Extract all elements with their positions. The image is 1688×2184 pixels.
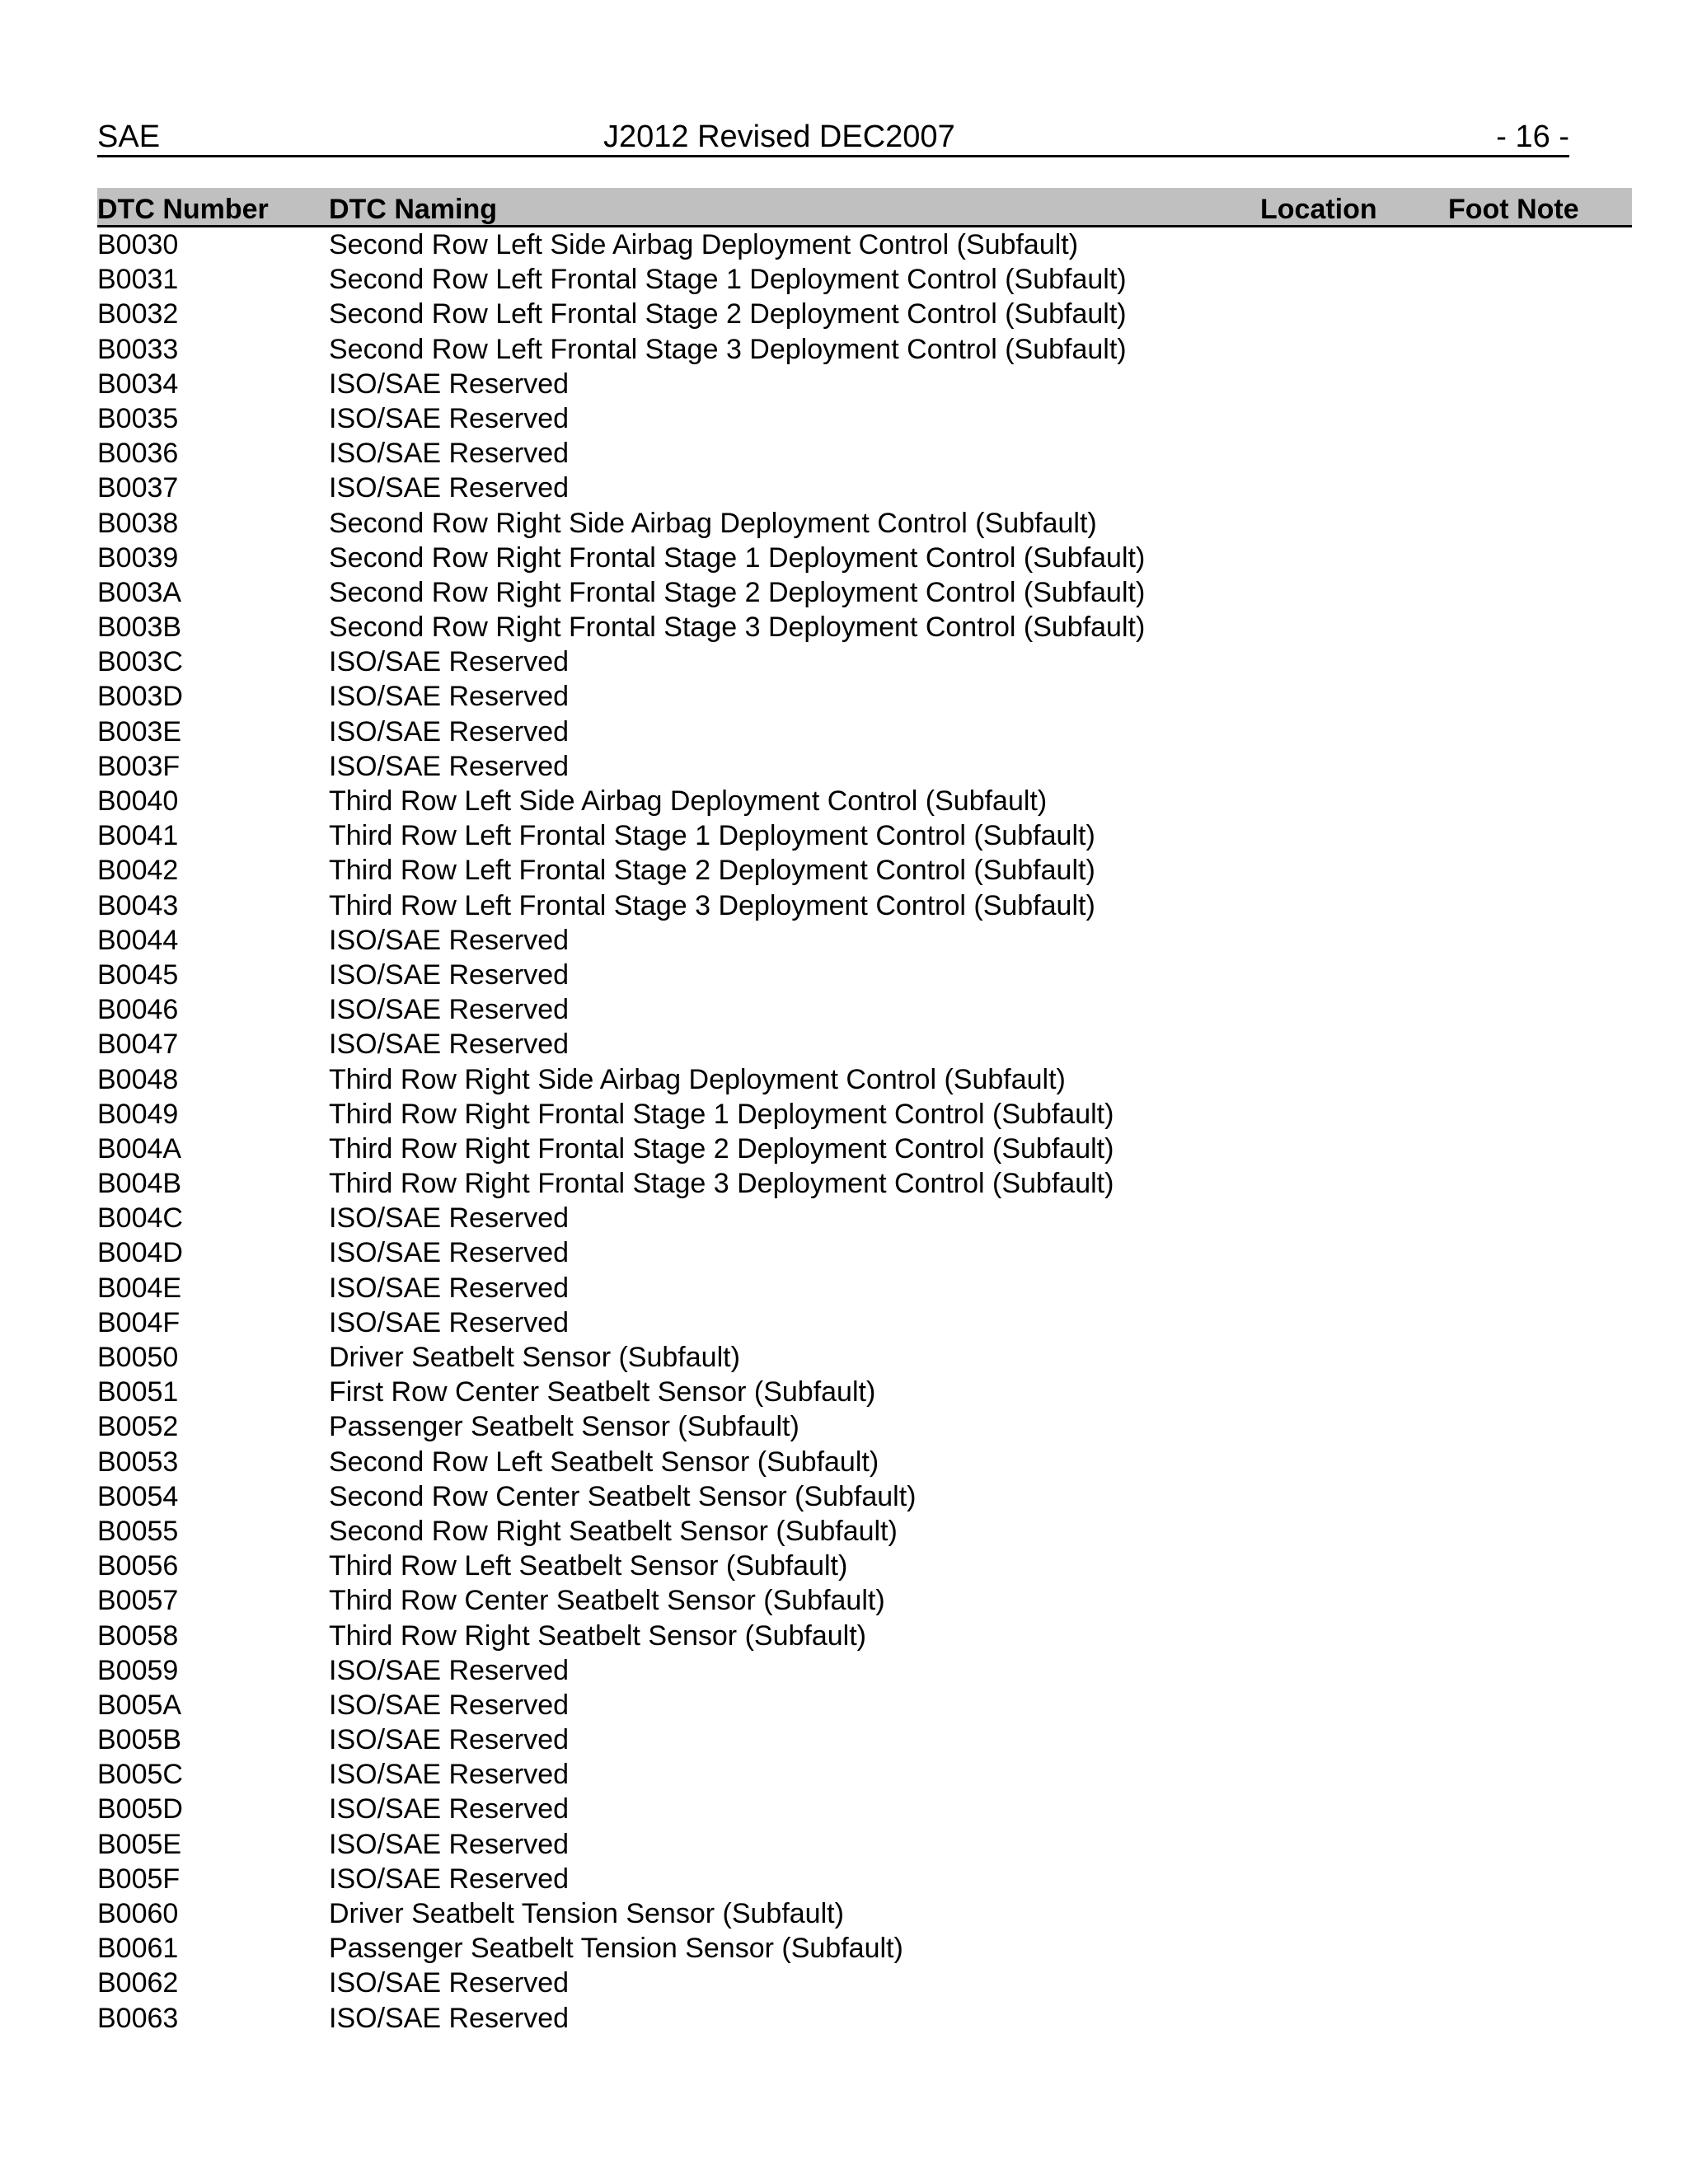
table-row (97, 749, 1632, 784)
table-row (97, 1027, 1632, 1062)
table-row (97, 1757, 1632, 1792)
table-row (97, 297, 1632, 331)
dtc-naming-cell: ISO/SAE Reserved (329, 715, 570, 748)
dtc-number-cell: B0030 (97, 229, 179, 260)
dtc-number-cell: B0056 (97, 1550, 179, 1582)
table-row (97, 1827, 1632, 1862)
dtc-number-cell: B0060 (97, 1898, 179, 1929)
table-header (97, 188, 1632, 227)
dtc-naming-cell: Second Row Left Frontal Stage 3 Deployment Control (Subfault) (329, 333, 1127, 365)
dtc-naming-cell: ISO/SAE Reserved (329, 1967, 570, 1999)
dtc-number-cell: B0043 (97, 889, 179, 921)
table-row (97, 1166, 1632, 1201)
header-org: SAE (97, 120, 161, 154)
dtc-number-cell: B0057 (97, 1585, 179, 1617)
dtc-naming-cell: ISO/SAE Reserved (329, 438, 570, 470)
table-row (97, 1409, 1632, 1444)
table-row (97, 888, 1632, 923)
table-row (97, 923, 1632, 958)
dtc-number-cell: B003E (97, 715, 182, 748)
page-header (97, 119, 1569, 157)
dtc-number-cell: B0042 (97, 855, 179, 887)
dtc-number-cell: B005F (97, 1863, 181, 1895)
dtc-naming-cell: ISO/SAE Reserved (329, 958, 570, 991)
table-row (97, 1931, 1632, 1966)
dtc-naming-cell: ISO/SAE Reserved (329, 994, 570, 1026)
dtc-number-cell: B004D (97, 1237, 183, 1269)
dtc-naming-cell: Driver Seatbelt Tension Sensor (Subfault) (329, 1898, 844, 1929)
column-header-dtc-naming: DTC Naming (329, 194, 497, 225)
dtc-number-cell: B004C (97, 1202, 183, 1235)
table-row (97, 262, 1632, 297)
dtc-naming-cell: ISO/SAE Reserved (329, 1272, 570, 1304)
column-header-foot-note: Foot Note (1448, 194, 1579, 225)
table-row (97, 367, 1632, 401)
table-row (97, 1305, 1632, 1340)
dtc-naming-cell: ISO/SAE Reserved (329, 1202, 570, 1235)
table-row (97, 575, 1632, 610)
table-row (97, 541, 1632, 575)
dtc-number-cell: B0031 (97, 264, 179, 296)
dtc-number-cell: B005A (97, 1689, 182, 1721)
dtc-number-cell: B0063 (97, 2002, 179, 2034)
dtc-number-cell: B0052 (97, 1411, 179, 1443)
table-row (97, 644, 1632, 679)
dtc-number-cell: B003D (97, 681, 183, 713)
dtc-naming-cell: Second Row Right Seatbelt Sensor (Subfault) (329, 1515, 898, 1547)
dtc-naming-cell: Passenger Seatbelt Sensor (Subfault) (329, 1411, 799, 1443)
dtc-number-cell: B0044 (97, 924, 179, 956)
dtc-number-cell: B005B (97, 1724, 182, 1756)
table-row (97, 1132, 1632, 1166)
dtc-naming-cell: Driver Seatbelt Sensor (Subfault) (329, 1342, 740, 1373)
dtc-naming-cell: Second Row Left Frontal Stage 2 Deployment Control (Subfault) (329, 298, 1127, 330)
dtc-naming-cell: ISO/SAE Reserved (329, 1306, 570, 1338)
dtc-naming-cell: Second Row Right Frontal Stage 1 Deployment Control (Subfault) (329, 541, 1146, 574)
table-row (97, 1479, 1632, 1514)
dtc-naming-cell: Second Row Left Frontal Stage 1 Deployment Control (Subfault) (329, 264, 1127, 296)
dtc-number-cell: B0049 (97, 1098, 179, 1130)
table-row (97, 1062, 1632, 1097)
dtc-number-cell: B0036 (97, 438, 179, 470)
table-row (97, 679, 1632, 714)
dtc-naming-cell: Second Row Right Frontal Stage 2 Deployment Control (Subfault) (329, 576, 1146, 608)
dtc-naming-cell: ISO/SAE Reserved (329, 368, 570, 400)
dtc-number-cell: B003B (97, 612, 182, 644)
table-row (97, 332, 1632, 367)
dtc-number-cell: B0053 (97, 1446, 179, 1478)
table-row (97, 1340, 1632, 1375)
table-row (97, 401, 1632, 436)
header-page-number: - 16 - (1496, 120, 1569, 154)
table-row (97, 958, 1632, 992)
table-row (97, 610, 1632, 644)
dtc-naming-cell: ISO/SAE Reserved (329, 1759, 570, 1791)
dtc-naming-cell: ISO/SAE Reserved (329, 1828, 570, 1860)
dtc-number-cell: B0045 (97, 958, 179, 991)
table-row (97, 1097, 1632, 1132)
dtc-naming-cell: ISO/SAE Reserved (329, 1654, 570, 1686)
dtc-table-body (97, 227, 1632, 2036)
dtc-number-cell: B0047 (97, 1029, 179, 1061)
table-row (97, 506, 1632, 541)
table-row (97, 1896, 1632, 1931)
table-row (97, 1653, 1632, 1688)
table-row (97, 1792, 1632, 1826)
table-row (97, 2001, 1632, 2036)
dtc-number-cell: B003C (97, 646, 183, 678)
dtc-number-cell: B004B (97, 1168, 182, 1200)
dtc-number-cell: B004F (97, 1306, 181, 1338)
dtc-naming-cell: First Row Center Seatbelt Sensor (Subfault) (329, 1376, 876, 1408)
dtc-number-cell: B005C (97, 1759, 183, 1791)
table-row (97, 715, 1632, 749)
table-row (97, 1514, 1632, 1549)
dtc-number-cell: B0046 (97, 994, 179, 1026)
dtc-naming-cell: ISO/SAE Reserved (329, 1793, 570, 1825)
header-document-id: J2012 Revised DEC2007 (603, 120, 955, 154)
table-row (97, 1862, 1632, 1896)
dtc-naming-cell: Third Row Left Side Airbag Deployment Control (Subfault) (329, 785, 1048, 817)
dtc-naming-cell: ISO/SAE Reserved (329, 1237, 570, 1269)
table-row (97, 853, 1632, 888)
dtc-naming-cell: ISO/SAE Reserved (329, 2002, 570, 2034)
table-row (97, 1583, 1632, 1618)
dtc-naming-cell: Passenger Seatbelt Tension Sensor (Subfault) (329, 1933, 903, 1965)
dtc-naming-cell: ISO/SAE Reserved (329, 1029, 570, 1061)
dtc-number-cell: B0041 (97, 820, 179, 852)
dtc-naming-cell: Third Row Right Frontal Stage 1 Deployment Control (Subfault) (329, 1098, 1114, 1130)
table-row (97, 227, 1632, 262)
table-row (97, 436, 1632, 471)
dtc-naming-cell: Second Row Right Frontal Stage 3 Deployment Control (Subfault) (329, 612, 1146, 644)
table-row (97, 1235, 1632, 1270)
dtc-naming-cell: Second Row Right Side Airbag Deployment Control (Subfault) (329, 507, 1097, 539)
dtc-number-cell: B004A (97, 1132, 182, 1165)
dtc-number-cell: B0033 (97, 333, 179, 365)
dtc-naming-cell: Third Row Center Seatbelt Sensor (Subfault) (329, 1585, 885, 1617)
dtc-naming-cell: ISO/SAE Reserved (329, 1689, 570, 1721)
dtc-naming-cell: Second Row Left Side Airbag Deployment Control (Subfault) (329, 229, 1079, 260)
dtc-number-cell: B0034 (97, 368, 179, 400)
dtc-naming-cell: Third Row Left Frontal Stage 1 Deployment Control (Subfault) (329, 820, 1095, 852)
table-row (97, 1549, 1632, 1583)
dtc-number-cell: B0040 (97, 785, 179, 817)
dtc-number-cell: B003F (97, 750, 181, 782)
dtc-number-cell: B0038 (97, 507, 179, 539)
dtc-naming-cell: ISO/SAE Reserved (329, 472, 570, 504)
dtc-naming-cell: Third Row Right Seatbelt Sensor (Subfault) (329, 1619, 866, 1652)
dtc-naming-cell: ISO/SAE Reserved (329, 681, 570, 713)
table-row (97, 818, 1632, 853)
dtc-naming-cell: ISO/SAE Reserved (329, 1724, 570, 1756)
dtc-number-cell: B0050 (97, 1342, 179, 1373)
table-row (97, 992, 1632, 1027)
dtc-number-cell: B0051 (97, 1376, 179, 1408)
dtc-number-cell: B0061 (97, 1933, 179, 1965)
dtc-number-cell: B0035 (97, 402, 179, 434)
dtc-naming-cell: Third Row Right Frontal Stage 2 Deployment Control (Subfault) (329, 1132, 1114, 1165)
column-header-dtc-number: DTC Number (97, 194, 269, 225)
table-row (97, 471, 1632, 505)
dtc-naming-cell: Third Row Left Seatbelt Sensor (Subfault) (329, 1550, 848, 1582)
dtc-number-cell: B0032 (97, 298, 179, 330)
dtc-naming-cell: Third Row Right Side Airbag Deployment Control (Subfault) (329, 1063, 1066, 1095)
dtc-number-cell: B0058 (97, 1619, 179, 1652)
dtc-number-cell: B0048 (97, 1063, 179, 1095)
dtc-number-cell: B003A (97, 576, 182, 608)
dtc-naming-cell: Third Row Left Frontal Stage 2 Deployment Control (Subfault) (329, 855, 1095, 887)
table-row (97, 1375, 1632, 1409)
dtc-naming-cell: ISO/SAE Reserved (329, 750, 570, 782)
table-row (97, 1966, 1632, 2000)
dtc-number-cell: B004E (97, 1272, 182, 1304)
table-row (97, 1445, 1632, 1479)
dtc-number-cell: B0037 (97, 472, 179, 504)
dtc-naming-cell: ISO/SAE Reserved (329, 646, 570, 678)
dtc-naming-cell: Third Row Right Frontal Stage 3 Deployment Control (Subfault) (329, 1168, 1114, 1200)
column-header-location: Location (1260, 194, 1377, 225)
dtc-number-cell: B0039 (97, 541, 179, 574)
table-row (97, 1688, 1632, 1722)
dtc-naming-cell: Second Row Center Seatbelt Sensor (Subfault) (329, 1480, 917, 1512)
dtc-number-cell: B0054 (97, 1480, 179, 1512)
dtc-naming-cell: ISO/SAE Reserved (329, 402, 570, 434)
table-row (97, 1619, 1632, 1653)
dtc-number-cell: B0055 (97, 1515, 179, 1547)
table-row (97, 1722, 1632, 1757)
dtc-number-cell: B005E (97, 1828, 182, 1860)
table-row (97, 784, 1632, 818)
dtc-number-cell: B0062 (97, 1967, 179, 1999)
dtc-number-cell: B005D (97, 1793, 183, 1825)
dtc-naming-cell: ISO/SAE Reserved (329, 1863, 570, 1895)
table-row (97, 1201, 1632, 1235)
dtc-naming-cell: ISO/SAE Reserved (329, 924, 570, 956)
table-row (97, 1271, 1632, 1305)
dtc-naming-cell: Second Row Left Seatbelt Sensor (Subfault) (329, 1446, 879, 1478)
dtc-number-cell: B0059 (97, 1654, 179, 1686)
dtc-naming-cell: Third Row Left Frontal Stage 3 Deployment Control (Subfault) (329, 889, 1095, 921)
